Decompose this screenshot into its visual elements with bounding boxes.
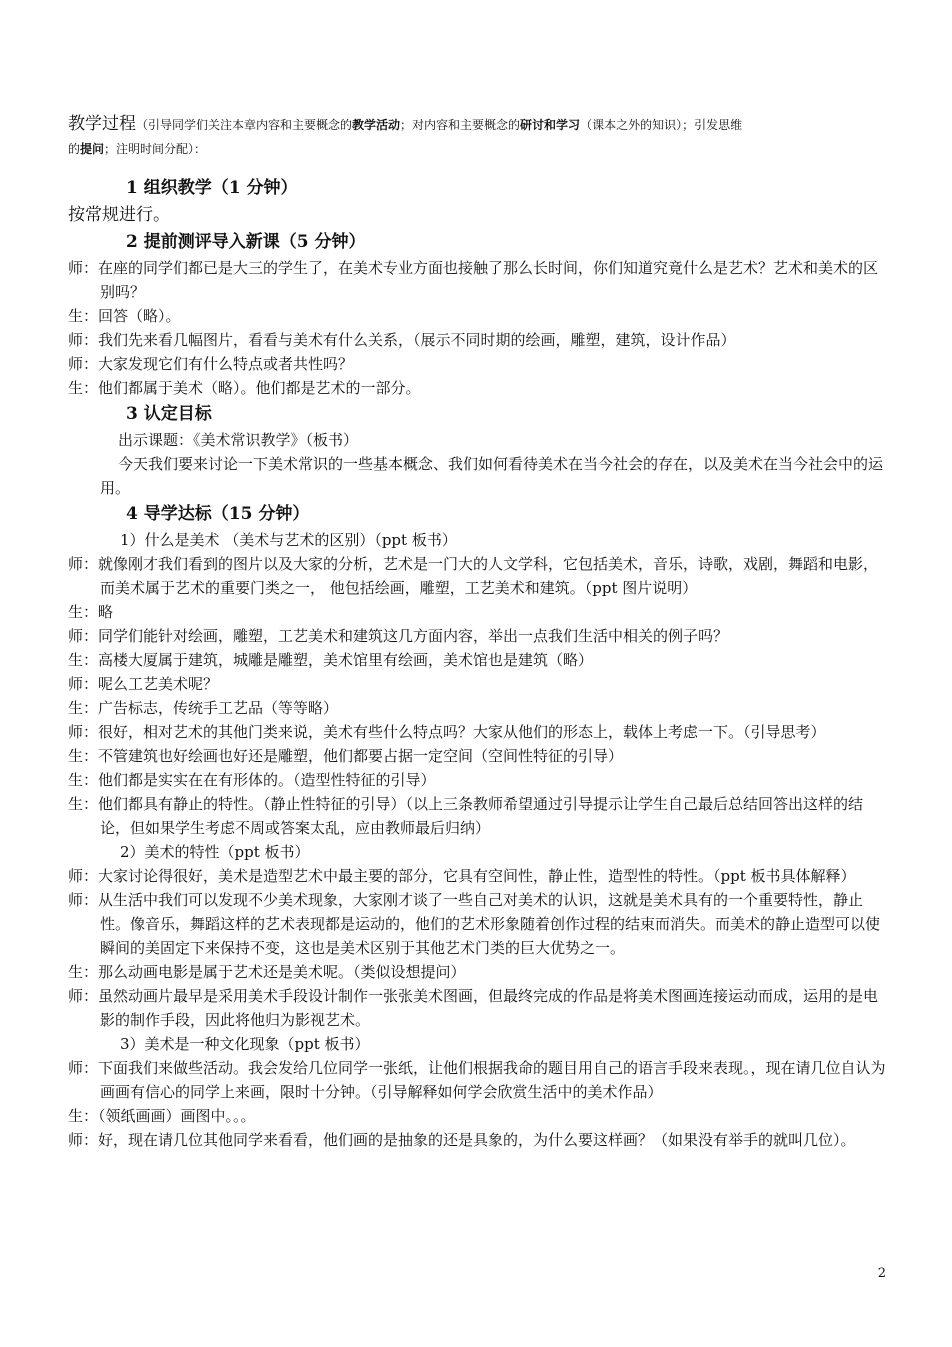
speaker-label: 生： bbox=[68, 699, 99, 717]
dialog-line bbox=[68, 792, 888, 840]
speaker-label: 生： bbox=[68, 379, 99, 397]
dialog-text: 就像刚才我们看到的图片以及大家的分析，艺术是一门大的人文学科，它包括美术，音乐，诗歌，戏剧，舞蹈和电影，而美术属于艺术的重要门类之一， 他包括绘画，雕塑，工艺美术和建筑。（ppt 图片说明） bbox=[98, 555, 879, 597]
speaker-label: 师： bbox=[68, 1059, 99, 1077]
subsection-title: 1）什么是美术 （美术与艺术的区别）（ppt 板书） bbox=[120, 531, 457, 549]
dialog-text: 下面我们来做些活动。我会发给几位同学一张纸，让他们根据我命的题目用自己的语言手段来表现。，现在请几位自认为画画有信心的同学上来画，限时十分钟。（引导解释如何学会欣赏生活中的美术作品） bbox=[98, 1059, 886, 1101]
header-text: （引导同学们关注本章内容和主要概念的 bbox=[136, 118, 353, 132]
paragraph: 按常规进行。 bbox=[68, 205, 170, 225]
speaker-label: 师： bbox=[68, 331, 99, 349]
dialog-text: 广告标志，传统手工艺品（等等略） bbox=[98, 699, 339, 717]
dialog-line bbox=[68, 960, 888, 984]
dialog-line bbox=[68, 768, 888, 792]
speaker-label: 师： bbox=[68, 891, 99, 909]
header-bold: 教学活动 bbox=[352, 118, 401, 132]
dialog-text: 回答（略）。 bbox=[98, 307, 181, 325]
speaker-label: 生： bbox=[68, 771, 99, 789]
dialog-line bbox=[68, 648, 888, 672]
dialog-line bbox=[68, 720, 888, 744]
teaching-process-header bbox=[68, 112, 888, 161]
dialog-line bbox=[68, 600, 888, 624]
header-title: 教学过程 bbox=[68, 114, 136, 134]
speaker-label: 生： bbox=[68, 795, 99, 813]
paragraph: 今天我们要来讨论一下美术常识的一些基本概念、我们如何看待美术在当今社会的存在，以及美术在当今社会中的运用。 bbox=[100, 455, 884, 497]
speaker-label: 师： bbox=[68, 1131, 99, 1149]
dialog-line bbox=[68, 552, 888, 600]
dialog-line bbox=[68, 352, 888, 376]
section-heading: 1 组织教学（1 分钟） bbox=[126, 178, 298, 198]
dialog-line bbox=[68, 984, 888, 1032]
dialog-text: 同学们能针对绘画，雕塑，工艺美术和建筑这几方面内容，举出一点我们生活中相关的例子吗？ bbox=[98, 627, 729, 645]
dialog-text: 略 bbox=[98, 603, 114, 621]
dialog-line bbox=[68, 672, 888, 696]
subsection-title: 2）美术的特性（ppt 板书） bbox=[120, 843, 310, 861]
dialog-text: 很好，相对艺术的其他门类来说，美术有些什么特点吗？大家从他们的形态上，载体上考虑一下。（引导思考） bbox=[98, 723, 826, 741]
speaker-label: 生： bbox=[68, 963, 99, 981]
dialog-line bbox=[68, 1128, 888, 1152]
dialog-text: 那么动画电影是属于艺术还是美术呢。（类似设想提问） bbox=[98, 963, 466, 981]
dialog-text: 他们都是实实在在有形体的。（造型性特征的引导） bbox=[98, 771, 436, 789]
dialog-line bbox=[68, 376, 888, 400]
dialog-text: 大家发现它们有什么特点或者共性吗？ bbox=[98, 355, 354, 373]
dialog-line bbox=[68, 304, 888, 328]
dialog-text: 虽然动画片最早是采用美术手段设计制作一张张美术图画，但最终完成的作品是将美术图画连接运动而成，运用的是电影的制作手段，因此将他归为影视艺术。 bbox=[98, 987, 879, 1029]
header-bold: 研讨和学习 bbox=[520, 118, 581, 132]
dialog-line bbox=[68, 888, 888, 960]
dialog-text: 不管建筑也好绘画也好还是雕塑，他们都要占据一定空间（空间性特征的引导） bbox=[98, 747, 624, 765]
dialog-text: 我们先来看几幅图片，看看与美术有什么关系，（展示不同时期的绘画，雕塑，建筑，设计作品） bbox=[98, 331, 736, 349]
page-number: 2 bbox=[877, 1266, 886, 1281]
header-bold: 提问 bbox=[80, 142, 105, 156]
speaker-label: 生： bbox=[68, 1107, 99, 1125]
speaker-label: 生： bbox=[68, 307, 99, 325]
paragraph: 出示课题：《美术常识教学》（板书） bbox=[118, 431, 359, 449]
speaker-label: 生： bbox=[68, 603, 99, 621]
speaker-label: 师： bbox=[68, 723, 99, 741]
header-text: ；注明时间分配）： bbox=[104, 142, 207, 156]
speaker-label: 生： bbox=[68, 747, 99, 765]
speaker-label: 师： bbox=[68, 259, 99, 277]
header-text: ；对内容和主要概念的 bbox=[400, 118, 521, 132]
dialog-text: 他们都属于美术（略）。他们都是艺术的一部分。 bbox=[98, 379, 421, 397]
dialog-text: 在座的同学们都已是大三的学生了，在美术专业方面也接触了那么长时间，你们知道究竟什么是艺术？艺术和美术的区别吗？ bbox=[98, 259, 879, 301]
dialog-line bbox=[68, 696, 888, 720]
dialog-text: 呢么工艺美术呢？ bbox=[98, 675, 219, 693]
speaker-label: 师： bbox=[68, 987, 99, 1005]
speaker-label: 师： bbox=[68, 675, 99, 693]
section-heading: 3 认定目标 bbox=[126, 404, 212, 424]
lesson-body bbox=[68, 174, 888, 1152]
dialog-line bbox=[68, 1104, 888, 1128]
header-text: （课本之外的知识）；引发思维 bbox=[580, 118, 743, 132]
dialog-line bbox=[68, 864, 888, 888]
subsection-title: 3）美术是一种文化现象（ppt 板书） bbox=[120, 1035, 370, 1053]
dialog-line bbox=[68, 328, 888, 352]
dialog-line bbox=[68, 624, 888, 648]
speaker-label: 师： bbox=[68, 867, 99, 885]
speaker-label: 师： bbox=[68, 355, 99, 373]
dialog-line bbox=[68, 1056, 888, 1104]
dialog-line bbox=[68, 744, 888, 768]
dialog-text: 从生活中我们可以发现不少美术现象，大家刚才谈了一些自己对美术的认识，这就是美术具有的一个重要特性，静止性。像音乐，舞蹈这样的艺术表现都是运动的，他们的艺术形象随着创作过程的结束而消失。而美术的静止造型可以使瞬间的美固定下来保持不变，这也是美术区别于其他艺术门类的巨大优势之一。 bbox=[98, 891, 881, 957]
dialog-text: 大家讨论得很好，美术是造型艺术中最主要的部分，它具有空间性，静止性，造型性的特性。（ppt 板书具体解释） bbox=[98, 867, 856, 885]
dialog-line bbox=[68, 256, 888, 304]
dialog-text: 高楼大厦属于建筑，城雕是雕塑，美术馆里有绘画，美术馆也是建筑（略） bbox=[98, 651, 594, 669]
speaker-label: 师： bbox=[68, 627, 99, 645]
dialog-text: 他们都具有静止的特性。（静止性特征的引导）（以上三条教师希望通过引导提示让学生自己最后总结回答出这样的结论，但如果学生考虑不周或答案太乱，应由教师最后归纳） bbox=[98, 795, 864, 837]
speaker-label: 生： bbox=[68, 651, 99, 669]
header-text: 的 bbox=[68, 142, 81, 156]
section-heading: 2 提前测评导入新课（5 分钟） bbox=[126, 232, 366, 252]
dialog-text: （领纸画画）画图中。。。 bbox=[98, 1107, 256, 1125]
dialog-text: 好，现在请几位其他同学来看看，他们画的是抽象的还是具象的，为什么要这样画？（如果没有举手的就叫几位）。 bbox=[98, 1131, 856, 1149]
speaker-label: 师： bbox=[68, 555, 99, 573]
section-heading: 4 导学达标（15 分钟） bbox=[126, 504, 310, 524]
